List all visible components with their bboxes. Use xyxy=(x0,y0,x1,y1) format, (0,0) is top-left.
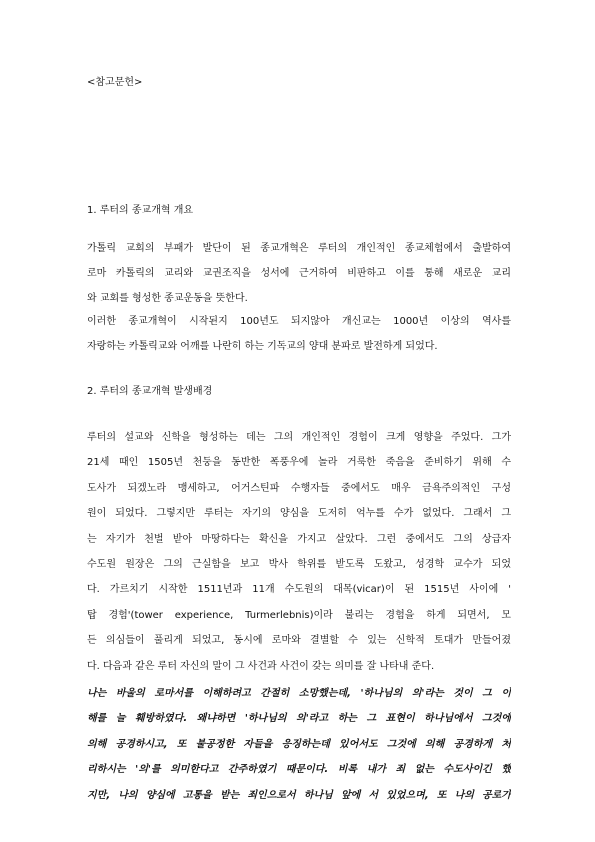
paragraph-line: 수도원 원장은 그의 근실함을 보고 박사 학위를 받도록 도왔고, 성경학 교수가 되었 xyxy=(87,558,511,570)
paragraph-line: 자랑하는 카톨릭교와 어깨를 나란히 하는 기독교의 양대 분파로 발전하게 되었다. xyxy=(87,341,438,352)
quote-line: 나는 바울의 로마서를 이해하려고 간절히 소망했는데, '하나님의 의'라는 것이 그 이 xyxy=(87,688,511,699)
paragraph-line: 와 교회를 형성한 종교운동을 뜻한다. xyxy=(87,293,248,304)
paragraph-line: 로마 카톨릭의 교리와 교권조직을 성서에 근거하여 비판하고 이를 통해 새로운 교리 xyxy=(87,268,511,279)
quote-line: 리하시는 '의'를 의미한다고 간주하였기 때문이다. 비록 내가 죄 없는 수도사이긴 했 xyxy=(87,764,511,776)
paragraph-line: 도사가 되겠노라 맹세하고, 어거스틴파 수행자들 중에서도 매우 금욕주의적인 구성 xyxy=(87,482,511,494)
luther-quote-paragraph xyxy=(87,681,511,808)
section-2-heading-block xyxy=(87,379,511,404)
paragraph-line: 는 자기가 천벌 받아 마땅하다는 확신을 가지고 살았다. 그런 중에서도 그의 상급자 xyxy=(87,533,511,545)
references-label: <참고문헌> xyxy=(87,77,143,88)
paragraph-line: 원이 되었다. 그렇지만 루터는 자기의 양심을 도저히 억누를 수가 없었다. 그래서 그 xyxy=(87,508,511,520)
references-label-block xyxy=(87,70,511,95)
section-1-paragraph-1 xyxy=(87,236,511,311)
paragraph-line: 루터의 설교와 신학을 형성하는 데는 그의 개인적인 경험이 크게 영향을 주었다. 그가 xyxy=(87,432,511,443)
section-1-heading-block xyxy=(87,198,511,223)
section-2-heading: 2. 루터의 종교개혁 발생배경 xyxy=(87,386,213,397)
paragraph-line: 든 의심들이 풀리게 되었고, 동시에 로마와 결별할 수 있는 신학적 토대가 만들어졌 xyxy=(87,635,511,647)
paragraph-line: 탑 경험'(tower experience, Turmerlebnis)이라 불리는 경험을 하게 되면서, 모 xyxy=(87,609,511,621)
paragraph-line: 이러한 종교개혁이 시작된지 100년도 되지않아 개신교는 1000년 이상의 역사를 xyxy=(87,316,511,327)
paragraph-line: 21세 때인 1505년 천둥을 동반한 폭풍우에 놀라 거룩한 죽음을 준비하기 위해 수 xyxy=(87,457,511,469)
section-1-paragraph-2 xyxy=(87,309,511,359)
paragraph-line: 다. 가르치기 시작한 1511년과 11개 수도원의 대목(vicar)이 된 1515년 사이에 ' xyxy=(87,584,511,596)
section-1-heading: 1. 루터의 종교개혁 개요 xyxy=(87,205,194,216)
paragraph-line: 가톨릭 교회의 부패가 발단이 된 종교개혁은 루터의 개인적인 종교체험에서 출발하여 xyxy=(87,243,511,254)
quote-line: 지만, 나의 양심에 고통을 받는 죄인으로서 하나님 앞에 서 있었으며, 또 나의 공로가 xyxy=(87,789,511,801)
quote-line: 의해 공경하시고, 또 불공정한 자들을 응징하는데 있어서도 그것에 의해 공경하게 처 xyxy=(87,738,511,750)
section-2-paragraph xyxy=(87,425,511,679)
quote-line: 해를 늘 훼방하였다. 왜냐하면 '하나님의 의'라고 하는 그 표현이 하나님에서 그것에 xyxy=(87,713,511,725)
paragraph-line: 다. 다음과 같은 루터 자신의 말이 그 사건과 사건이 갖는 의미를 잘 나타내 준다. xyxy=(87,660,435,672)
